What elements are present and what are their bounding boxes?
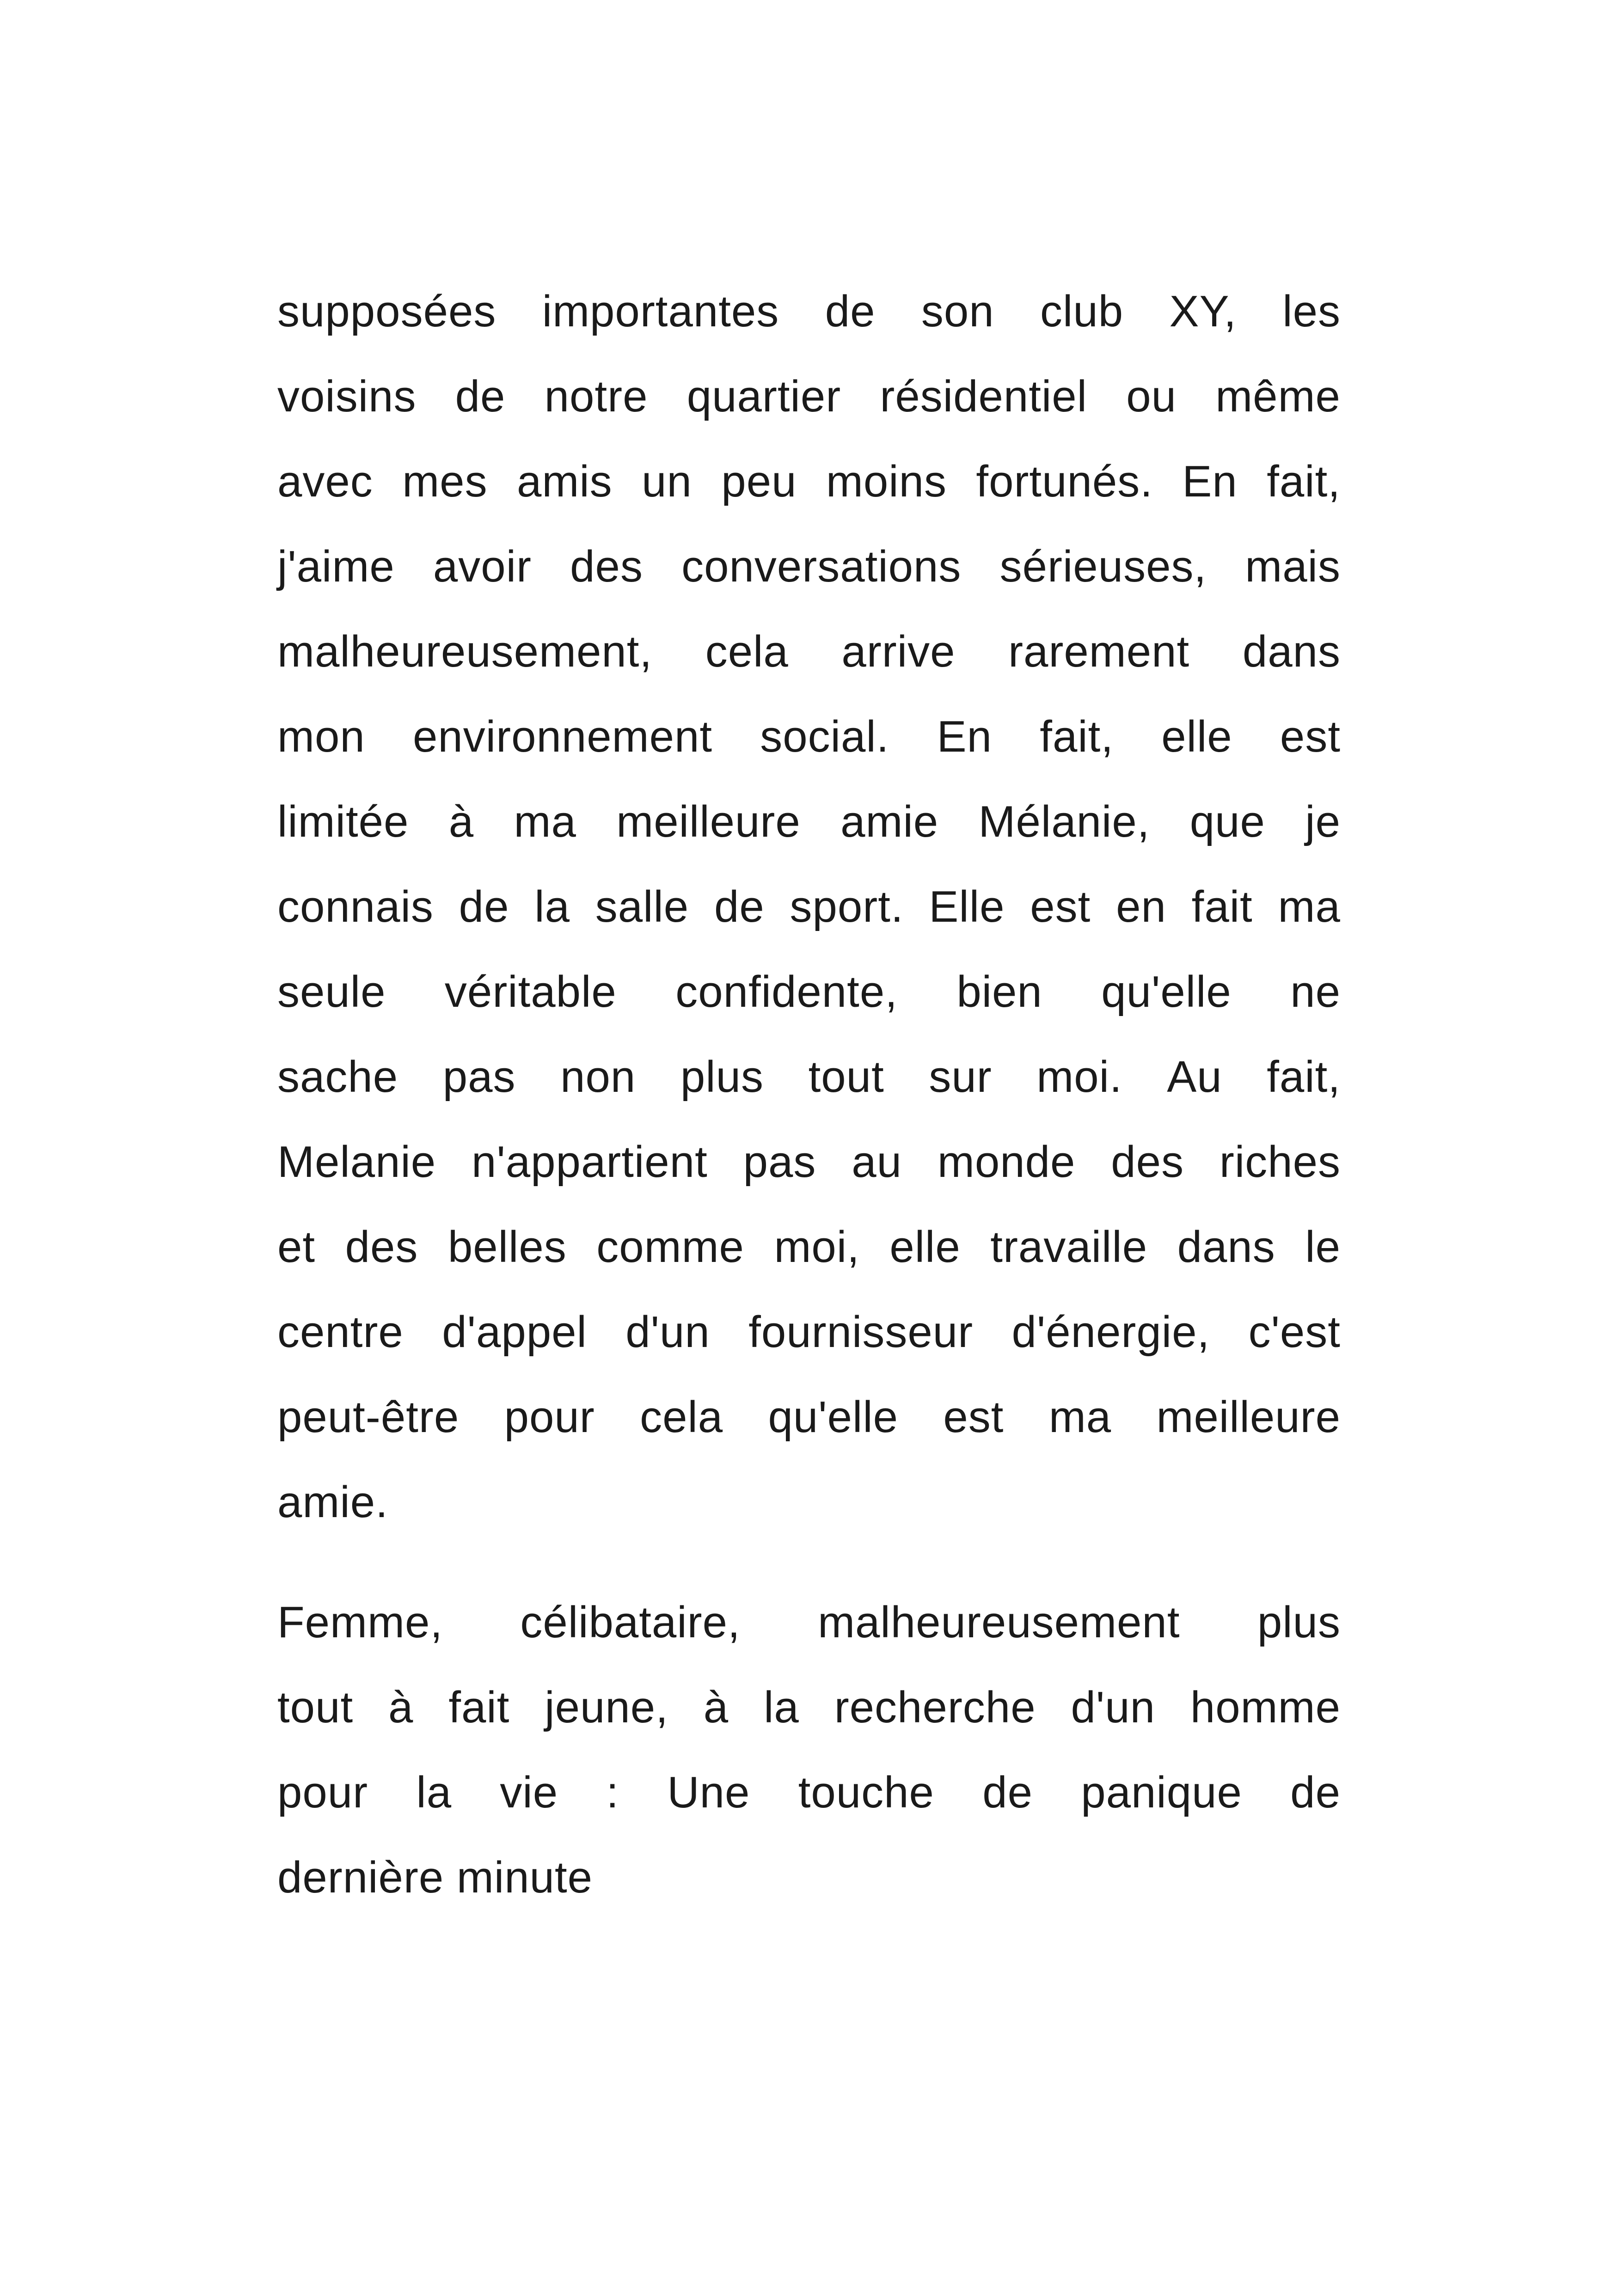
paragraph-1 <box>277 269 1341 1545</box>
text-line: seule véritable confidente, bien qu'elle ne <box>277 967 1341 1016</box>
text-line: supposées importantes de son club XY, les <box>277 287 1341 336</box>
text-line: limitée à ma meilleure amie Mélanie, que je <box>277 797 1341 846</box>
text-line: voisins de notre quartier résidentiel ou même <box>277 372 1341 421</box>
text-line: mon environnement social. En fait, elle est <box>277 712 1341 761</box>
text-line: malheureusement, cela arrive rarement dans <box>277 627 1341 676</box>
text-line: Femme, célibataire, malheureusement plus <box>277 1598 1341 1647</box>
text-line: connais de la salle de sport. Elle est en fait ma <box>277 882 1341 931</box>
text-line: j'aime avoir des conversations sérieuses, mais <box>277 542 1341 591</box>
text-line: avec mes amis un peu moins fortunés. En fait, <box>277 457 1341 506</box>
text-line: pour la vie : Une touche de panique de <box>277 1768 1341 1817</box>
paragraph-2 <box>277 1580 1341 1920</box>
text-line: tout à fait jeune, à la recherche d'un homme <box>277 1683 1341 1732</box>
text-line: sache pas non plus tout sur moi. Au fait, <box>277 1052 1341 1102</box>
text-line: peut-être pour cela qu'elle est ma meilleure <box>277 1392 1341 1442</box>
text-line: centre d'appel d'un fournisseur d'énergie, c'est <box>277 1307 1341 1357</box>
text-line: dernière minute <box>277 1853 593 1902</box>
text-line: amie. <box>277 1477 388 1527</box>
text-line: et des belles comme moi, elle travaille dans le <box>277 1222 1341 1272</box>
text-line: Melanie n'appartient pas au monde des riches <box>277 1137 1341 1187</box>
